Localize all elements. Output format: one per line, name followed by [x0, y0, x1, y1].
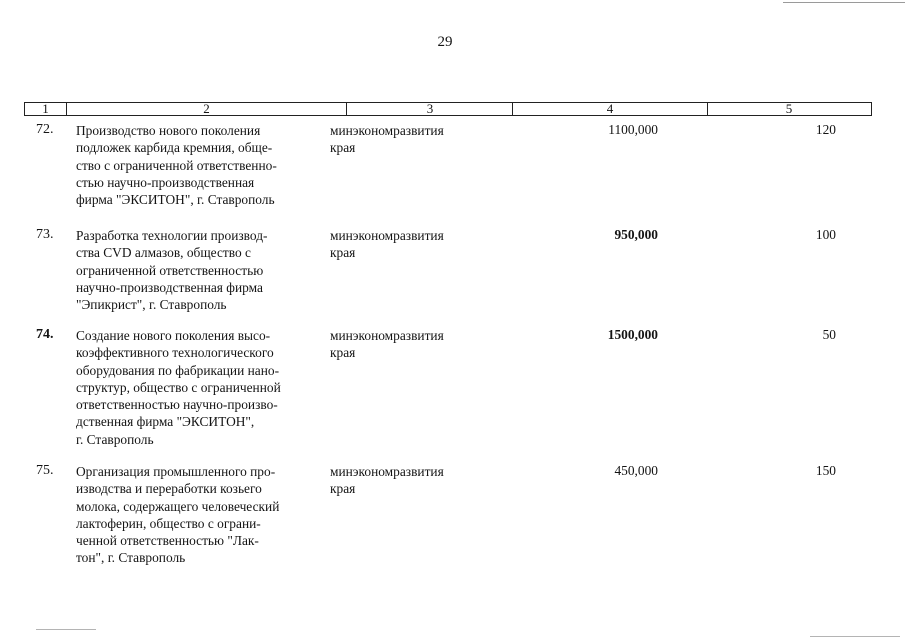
- responsible-ministry: [330, 227, 490, 262]
- description-line: лактоферин, общество с ограни-: [76, 515, 261, 531]
- ministry-line: края: [330, 245, 356, 261]
- responsible-ministry: [330, 463, 490, 498]
- row-number: 75.: [36, 463, 54, 478]
- jobs-count: 50: [822, 327, 836, 342]
- table-header-row: [24, 102, 872, 116]
- description-line: Разработка технологии производ-: [76, 228, 268, 243]
- header-col-3: 3: [426, 101, 434, 116]
- description-line: фирма "ЭКСИТОН", г. Ставрополь: [76, 192, 275, 208]
- ministry-line: минэкономразвития: [330, 328, 444, 343]
- jobs-count: 100: [815, 227, 836, 242]
- scan-artifact: [36, 629, 96, 630]
- header-col-2: 2: [67, 103, 347, 115]
- ministry-line: края: [330, 481, 356, 497]
- scan-artifact: [810, 636, 900, 637]
- description-line: стью научно-производственная: [76, 174, 255, 190]
- page-number: 29: [437, 34, 453, 50]
- funding-amount: 1500,000: [607, 327, 658, 342]
- description-line: научно-производственная фирма: [76, 279, 263, 295]
- description-line: г. Ставрополь: [76, 431, 154, 447]
- description-line: ответственностью научно-произво-: [76, 397, 278, 413]
- description-line: коэффективного технологического: [76, 345, 274, 361]
- description-line: изводства и переработки козьего: [76, 481, 262, 497]
- description-line: молока, содержащего человеческий: [76, 498, 280, 514]
- responsible-ministry: [330, 122, 490, 157]
- header-col-4: 4: [513, 103, 707, 115]
- ministry-line: минэкономразвития: [330, 123, 444, 138]
- project-description: [76, 122, 316, 208]
- jobs-count: 150: [815, 463, 836, 478]
- row-number: 72.: [36, 122, 54, 137]
- ministry-line: края: [330, 345, 356, 361]
- description-line: Производство нового поколения: [76, 123, 261, 138]
- description-line: дственная фирма "ЭКСИТОН",: [76, 414, 255, 430]
- description-line: оборудования по фабрикации нано-: [76, 362, 280, 378]
- row-number: 73.: [36, 227, 54, 242]
- description-line: ства CVD алмазов, общество с: [76, 245, 251, 261]
- project-description: [76, 227, 316, 313]
- ministry-line: края: [330, 140, 356, 156]
- description-line: Организация промышленного про-: [76, 464, 276, 479]
- funding-amount: 1100,000: [608, 122, 658, 137]
- row-number: 74.: [36, 327, 54, 342]
- description-line: структур, общество с ограниченной: [76, 379, 281, 395]
- header-col-1: 1: [25, 103, 67, 115]
- description-line: подложек карбида кремния, обще-: [76, 140, 273, 156]
- ministry-line: минэкономразвития: [330, 228, 444, 243]
- header-col-5: 5: [785, 101, 793, 116]
- description-line: тон", г. Ставрополь: [76, 550, 186, 566]
- project-description: [76, 463, 316, 567]
- description-line: ограниченной ответственностью: [76, 262, 264, 278]
- description-line: ченной ответственностью "Лак-: [76, 533, 259, 549]
- scan-edge-line: [783, 2, 905, 3]
- funding-amount: 950,000: [614, 227, 658, 242]
- description-line: Создание нового поколения высо-: [76, 328, 271, 343]
- description-line: "Эпикрист", г. Ставрополь: [76, 297, 227, 313]
- ministry-line: минэкономразвития: [330, 464, 444, 479]
- funding-amount: 450,000: [614, 463, 658, 478]
- description-line: ство с ограниченной ответственно-: [76, 157, 277, 173]
- project-description: [76, 327, 316, 448]
- responsible-ministry: [330, 327, 490, 362]
- jobs-count: 120: [815, 122, 836, 137]
